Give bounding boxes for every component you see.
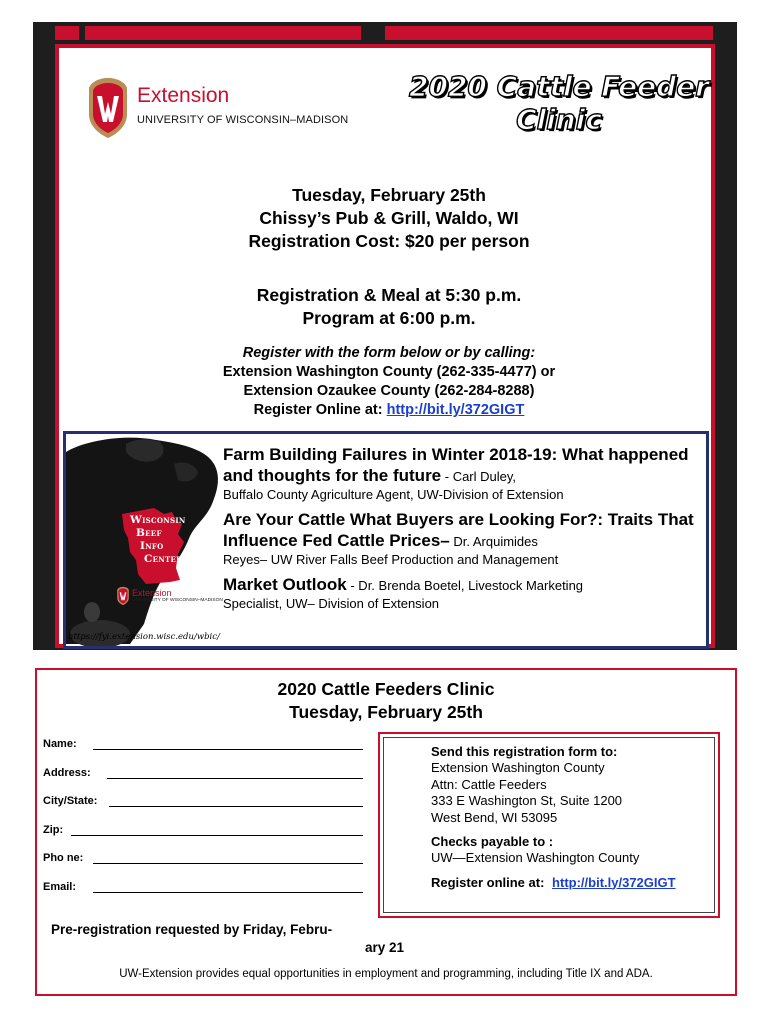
event-info: [59, 184, 719, 253]
talk-title-text: Are Your Cattle What Buyers are Looking For?: Traits That Influence Fed Cattle Prices–: [223, 510, 694, 550]
name-input-line[interactable]: [93, 749, 363, 750]
form-title-line: Tuesday, February 25th: [289, 702, 483, 722]
mini-university-name: UNIVERSITY OF WISCONSIN–MADISON: [132, 598, 223, 603]
form-online-label: Register online at:: [431, 874, 545, 890]
send-address-line: Attn: Cattle Feeders: [431, 776, 547, 792]
form-register-online: [431, 874, 714, 891]
register-prompt: Register with the form below or by calling:: [242, 345, 536, 361]
talk-title-text: Farm Building Failures in Winter 2018-19: What happened and thoughts for the future: [223, 445, 689, 485]
mailing-info: [383, 737, 715, 913]
city-state-input-line[interactable]: [109, 806, 363, 807]
address-field[interactable]: [43, 767, 363, 796]
schedule-registration: Registration & Meal at 5:30 p.m.: [256, 285, 522, 305]
frame-bar: [385, 26, 713, 40]
phone-field[interactable]: [43, 852, 363, 881]
register-online-label: Register Online at:: [253, 402, 383, 418]
mini-crest-icon: [116, 586, 130, 606]
talk-title: [223, 509, 709, 552]
form-fields: [43, 738, 363, 909]
talk-list: [223, 444, 709, 618]
phone-input-line[interactable]: [93, 863, 363, 864]
flyer-title-line: Clinic: [516, 103, 602, 136]
field-label: Email:: [43, 880, 77, 893]
name-field[interactable]: [43, 738, 363, 767]
preregistration-note: Pre-registration requested by Friday, Febru-: [51, 922, 333, 937]
event-location: Chissy’s Pub & Grill, Waldo, WI: [259, 208, 519, 228]
wbic-label-line: Center: [144, 553, 183, 565]
talk-title: [223, 574, 709, 596]
email-input-line[interactable]: [93, 892, 363, 893]
talk-title: [223, 444, 709, 487]
email-field[interactable]: [43, 881, 363, 910]
city-state-field[interactable]: [43, 795, 363, 824]
phone-ozaukee: Extension Ozaukee County (262-284-8288): [243, 383, 535, 399]
wbic-label: [130, 514, 186, 566]
send-address-line: 333 E Washington St, Suite 1200: [431, 793, 623, 808]
checks-heading: Checks payable to :: [431, 834, 554, 849]
talk-detail: Buffalo County Agriculture Agent, UW-Division of Extension: [223, 487, 564, 502]
send-heading: Send this registration form to:: [431, 744, 618, 759]
talk-item: [223, 574, 709, 612]
flyer-content: [55, 44, 715, 648]
frame-bar: [85, 26, 361, 40]
registration-contact: [59, 344, 719, 420]
field-label: Name:: [43, 738, 77, 750]
talk-speaker: Dr. Arquimides: [449, 534, 538, 549]
equal-opportunity-statement: UW-Extension provides equal opportunities in employment and programming, including Title IX and ADA.: [119, 968, 653, 980]
field-label: Address:: [43, 766, 91, 779]
event-cost: Registration Cost: $20 per person: [248, 231, 530, 251]
schedule-program: Program at 6:00 p.m.: [302, 308, 476, 328]
zip-input-line[interactable]: [71, 835, 363, 836]
extension-wordmark: Extension: [137, 84, 230, 107]
field-label: City/State:: [43, 795, 98, 807]
university-name: UNIVERSITY OF WISCONSIN–MADISON: [137, 114, 349, 126]
event-flyer: [33, 22, 737, 650]
field-label: Zip:: [43, 823, 64, 836]
talk-speaker: - Dr. Brenda Boetel, Livestock Marketing: [346, 578, 584, 593]
talk-detail: Reyes– UW River Falls Beef Production and Management: [223, 552, 559, 567]
register-online-link[interactable]: http://bit.ly/372GIGT: [386, 402, 525, 418]
checks-payee: UW—Extension Washington County: [431, 850, 640, 865]
extension-logo: [85, 76, 405, 146]
phone-washington: Extension Washington County (262-335-4477) or: [222, 364, 556, 380]
wbic-label-line: Beef: [136, 527, 162, 539]
wbic-url: https://fyi.extension.wisc.edu/wbic/: [68, 632, 220, 642]
talk-item: [223, 444, 709, 503]
mini-extension-wordmark: Extension: [132, 588, 172, 598]
registration-form: [35, 668, 737, 996]
send-address-line: Extension Washington County: [431, 760, 605, 775]
talk-speaker: - Carl Duley,: [441, 469, 517, 484]
preregistration-note-end: ary 21: [365, 940, 405, 955]
speakers-panel: [63, 431, 709, 649]
talk-item: [223, 509, 709, 568]
form-online-link[interactable]: http://bit.ly/372GIGT: [552, 874, 676, 890]
frame-bar: [55, 26, 79, 40]
talk-detail: Specialist, UW– Division of Extension: [223, 596, 440, 611]
address-input-line[interactable]: [107, 778, 363, 779]
mailing-info-box: [378, 732, 720, 918]
uw-crest-icon: [85, 76, 131, 140]
event-date: Tuesday, February 25th: [292, 185, 486, 205]
form-title: [37, 678, 735, 724]
zip-field[interactable]: [43, 824, 363, 853]
field-label: Pho ne:: [43, 852, 84, 864]
event-schedule: [59, 284, 719, 330]
flyer-title-line: 2020 Cattle Feeder: [408, 70, 709, 103]
flyer-title: [389, 70, 729, 136]
form-title-line: 2020 Cattle Feeders Clinic: [277, 679, 495, 699]
wbic-label-line: Info: [140, 540, 164, 552]
send-address-line: West Bend, WI 53095: [431, 809, 558, 825]
wbic-label-line: Wisconsin: [130, 514, 186, 526]
register-online: [59, 401, 719, 420]
talk-title-text: Market Outlook: [223, 575, 347, 594]
